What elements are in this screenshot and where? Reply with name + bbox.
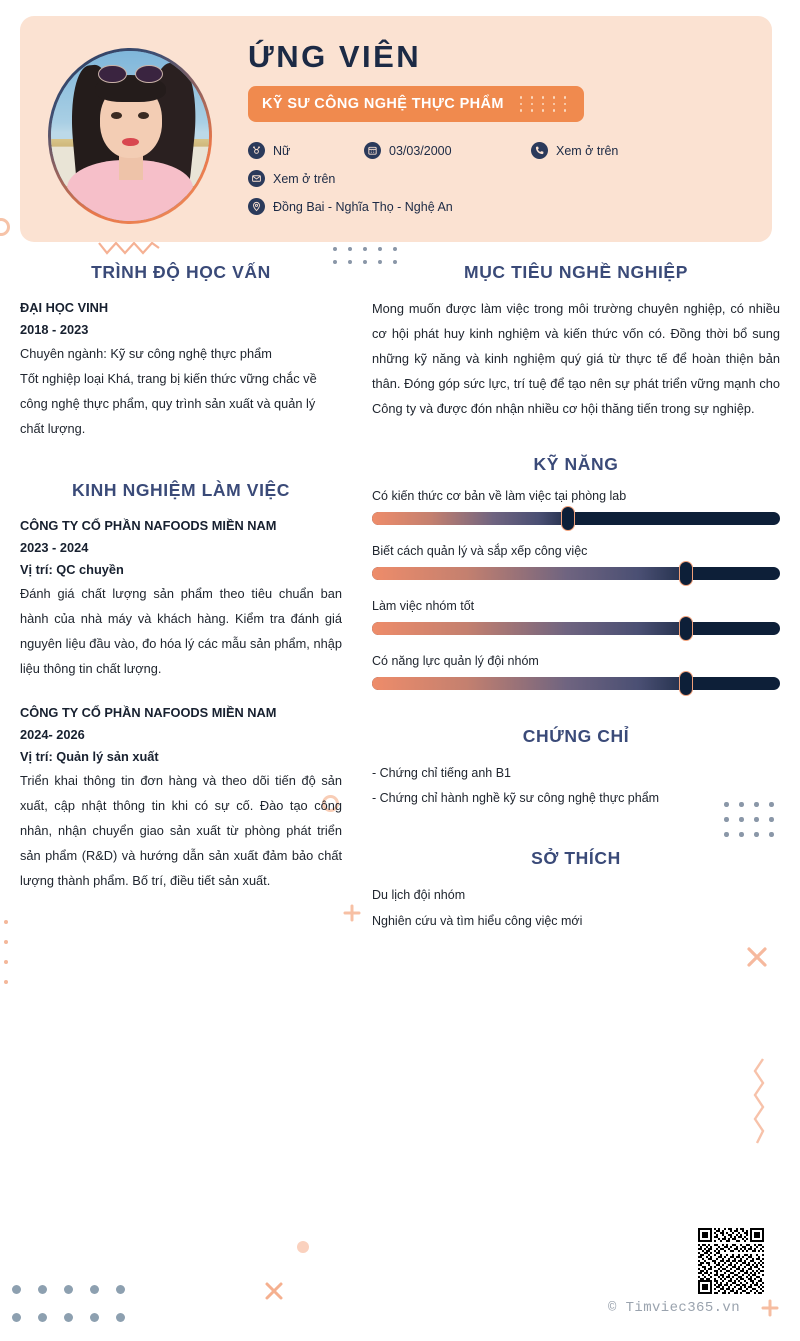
experience-description: Đánh giá chất lượng sản phẩm theo tiêu chuẩn ban hành của nhà máy và khách hàng. Kiểm tra đánh giá nguyên liệu đầu vào, đo hóa lý các mẫu sản phẩm, nhập liệu thông tin chất lượng. — [20, 585, 342, 676]
qr-code-icon — [692, 1228, 770, 1294]
contact-list — [248, 142, 752, 215]
experience-item — [20, 515, 342, 682]
left-column — [20, 262, 342, 894]
contact-row-1 — [248, 142, 752, 159]
skill-bar-fill — [372, 567, 686, 580]
skill-bar-handle[interactable] — [679, 616, 693, 641]
skill-item — [372, 654, 780, 690]
decor-plus-mid — [342, 903, 362, 923]
skill-bar[interactable] — [372, 567, 780, 580]
contact-dob — [364, 142, 531, 159]
decor-zigzag-vertical-right — [752, 1058, 774, 1144]
decor-dotgrid-left-vertical — [4, 920, 14, 1000]
experience-date: 2023 - 2024 — [20, 539, 89, 555]
location-pin-icon — [248, 198, 265, 215]
contact-gender — [248, 142, 364, 159]
experience-company: CÔNG TY CỔ PHẦN NAFOODS MIỀN NAM — [20, 704, 277, 720]
skill-label: Làm việc nhóm tốt — [372, 598, 475, 613]
badge-dot-pattern — [520, 96, 570, 112]
header-card — [20, 16, 772, 242]
decor-cross-footer — [264, 1281, 284, 1301]
objective-text: Mong muốn được làm việc trong môi trường chuyên nghiệp, có nhiều cơ hội phát huy kinh nghiệm và kiến thức vốn có. Đồng thời bổ sung những kỹ năng và kinh nghiệm quý giá từ thực tế để hoàn thiện bản thân. Đóng góp sức lực, trí tuệ để tạo nên sự phát triển vững mạnh cho Công ty và được đón nhận nhiều cơ hội thăng tiến trong sự nghiệp. — [372, 301, 780, 416]
certificate-item: - Chứng chỉ tiếng anh B1 — [372, 765, 512, 780]
skill-bar-fill — [372, 622, 686, 635]
experience-description: Triển khai thông tin đơn hàng và theo dõi tiến độ sản xuất, cập nhật thông tin khi có sự cố. Đào tạo công nhân, nhận chuyển giao sản xuất từ phòng phát triển sản phẩm (R&D) và hướng dẫn sản xuất đảm bảo chất lượng thành phẩm. Bố trí, điều tiết sản xuất. — [20, 772, 342, 888]
skill-item — [372, 599, 780, 635]
skill-label: Có kiến thức cơ bản về làm việc tại phòng lab — [372, 488, 627, 503]
decor-circle-left-edge — [0, 218, 10, 236]
avatar-photo — [51, 51, 209, 221]
experience-company: CÔNG TY CỔ PHẦN NAFOODS MIỀN NAM — [20, 517, 277, 533]
contact-row-2 — [248, 170, 752, 187]
skill-bar[interactable] — [372, 512, 780, 525]
phone-icon — [531, 142, 548, 159]
contact-phone — [531, 142, 618, 159]
job-title-text: KỸ SƯ CÔNG NGHỆ THỰC PHẨM — [262, 96, 504, 113]
skill-label: Có năng lực quản lý đội nhóm — [372, 653, 539, 668]
decor-dot-footer-salmon — [297, 1241, 309, 1253]
education-major: Chuyên ngành: Kỹ sư công nghệ thực phẩm — [20, 345, 272, 361]
skill-item — [372, 544, 780, 580]
hobby-item: Du lịch đội nhóm — [372, 888, 466, 903]
education-entry — [20, 297, 342, 442]
objective-heading: MỤC TIÊU NGHỀ NGHIỆP — [464, 262, 688, 282]
job-title-badge — [248, 86, 584, 122]
education-description: Tốt nghiệp loại Khá, trang bị kiến thức vững chắc về công nghệ thực phẩm, quy trình sản xuất và quản lý chất lượng. — [20, 370, 317, 436]
avatar — [48, 48, 212, 224]
decor-dotgrid-footer-left — [12, 1285, 142, 1341]
contact-email — [248, 170, 335, 187]
certificates-heading: CHỨNG CHỈ — [522, 725, 630, 746]
calendar-icon — [364, 142, 381, 159]
skill-item — [372, 489, 780, 525]
right-column — [372, 262, 780, 934]
experience-position: Vị trí: Quản lý sản xuất — [20, 749, 159, 765]
skill-bar[interactable] — [372, 622, 780, 635]
envelope-icon — [248, 170, 265, 187]
watermark: © Timviec365.vn — [608, 1300, 741, 1316]
contact-address-value: Đồng Bai - Nghĩa Thọ - Nghệ An — [273, 199, 453, 214]
education-date: 2018 - 2023 — [20, 322, 89, 338]
contact-dob-value: 03/03/2000 — [389, 143, 452, 158]
education-school: ĐẠI HỌC VINH — [20, 300, 109, 315]
skill-label: Biết cách quản lý và sắp xếp công việc — [372, 543, 588, 558]
decor-cross-hobbies — [746, 946, 768, 968]
hobbies-heading: SỞ THÍCH — [531, 848, 621, 869]
skills-heading: KỸ NĂNG — [533, 453, 619, 474]
contact-row-3 — [248, 198, 752, 215]
skill-bar[interactable] — [372, 677, 780, 690]
skill-bar-fill — [372, 677, 686, 690]
experience-item — [20, 702, 342, 894]
education-heading: TRÌNH ĐỘ HỌC VẤN — [91, 262, 271, 282]
experience-date: 2024- 2026 — [20, 726, 85, 742]
candidate-name: ỨNG VIÊN — [248, 39, 422, 74]
skill-bar-handle[interactable] — [561, 506, 575, 531]
decor-plus-footer-right — [760, 1298, 780, 1318]
skill-bar-fill — [372, 512, 568, 525]
contact-email-value: Xem ở trên — [273, 171, 336, 186]
skill-bar-handle[interactable] — [679, 561, 693, 586]
experience-position: Vị trí: QC chuyền — [20, 562, 124, 578]
skill-bar-handle[interactable] — [679, 671, 693, 696]
certificate-item: - Chứng chỉ hành nghề kỹ sư công nghệ thực phẩm — [372, 791, 660, 806]
contact-gender-value: Nữ — [273, 143, 291, 158]
contact-address — [248, 198, 453, 215]
decor-zigzag-wave-top — [98, 240, 160, 256]
contact-phone-value: Xem ở trên — [556, 143, 619, 158]
experience-heading: KINH NGHIỆM LÀM VIỆC — [71, 479, 291, 500]
gender-icon — [248, 142, 265, 159]
hobby-item: Nghiên cứu và tìm hiểu công việc mới — [372, 913, 583, 928]
